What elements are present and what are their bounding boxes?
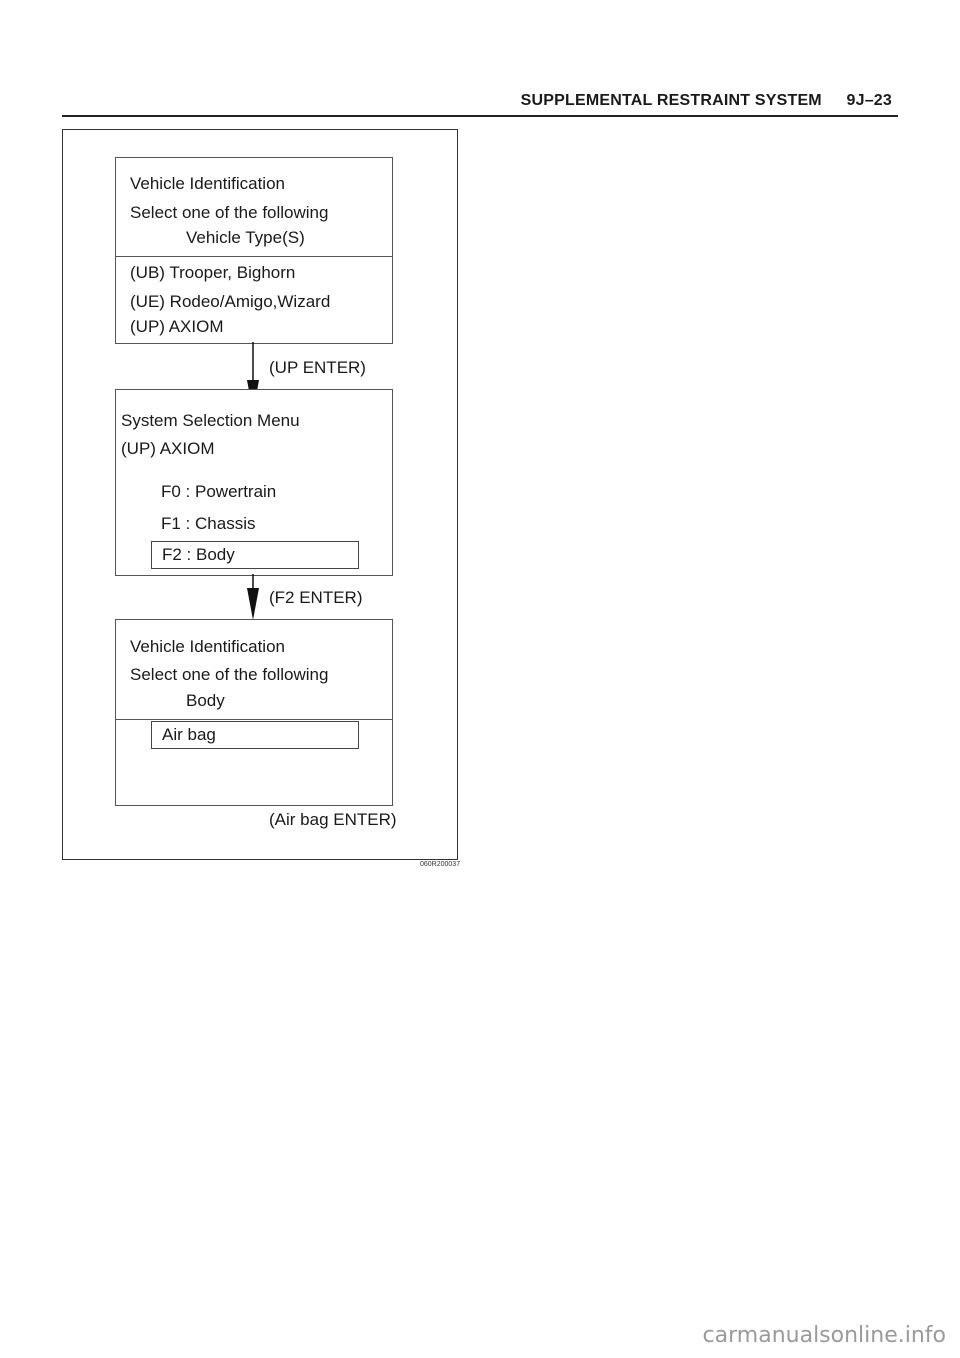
watermark: carmanualsonline.info [702, 1323, 946, 1348]
screen3-category: Body [186, 691, 225, 710]
figure-code: 060R200037 [420, 861, 461, 868]
down-arrow-icon [246, 574, 260, 621]
section-title: SUPPLEMENTAL RESTRAINT SYSTEM [520, 92, 822, 109]
air-bag-option-label: Air bag [162, 725, 216, 744]
vehicle-option-ue: (UE) Rodeo/Amigo,Wizard [130, 292, 331, 311]
step-up-enter: (UP ENTER) [269, 358, 366, 377]
screen2-title: System Selection Menu [121, 411, 300, 430]
screen1-divider [116, 256, 392, 257]
screen3-prompt: Select one of the following [130, 665, 329, 684]
step-f2-enter: (F2 ENTER) [269, 588, 363, 607]
menu-item-chassis: F1 : Chassis [161, 514, 256, 533]
air-bag-option-selected [151, 721, 359, 749]
screen2-model: (UP) AXIOM [121, 439, 215, 458]
step-air-bag-enter: (Air bag ENTER) [269, 810, 397, 829]
menu-item-body-selected [151, 541, 359, 569]
page-header [521, 92, 892, 110]
system-selection-screen [115, 389, 393, 576]
menu-item-body-label: F2 : Body [162, 545, 235, 564]
screen1-title: Vehicle Identification [130, 174, 285, 193]
figure-frame [62, 129, 458, 860]
vehicle-identification-screen [115, 157, 393, 344]
vehicle-option-ub: (UB) Trooper, Bighorn [130, 263, 296, 282]
screen3-title: Vehicle Identification [130, 637, 285, 656]
screen1-category: Vehicle Type(S) [186, 228, 305, 247]
screen1-prompt: Select one of the following [130, 203, 329, 222]
page-number: 9J–23 [846, 92, 892, 109]
body-identification-screen [115, 619, 393, 806]
screen3-divider [116, 719, 392, 720]
vehicle-option-up: (UP) AXIOM [130, 317, 224, 336]
menu-item-powertrain: F0 : Powertrain [161, 482, 277, 501]
header-rule [62, 115, 898, 117]
